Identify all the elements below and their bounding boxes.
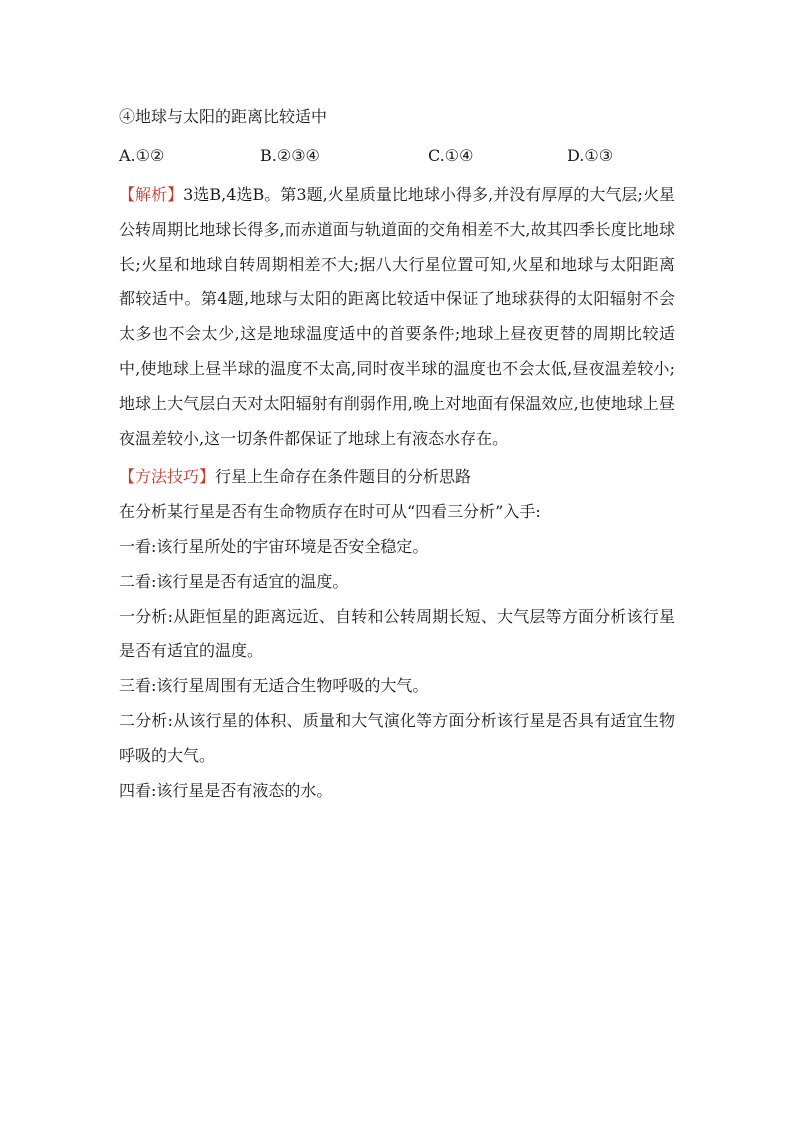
method-heading: [119, 460, 675, 495]
choice-c: C.①④: [428, 146, 474, 165]
method-intro: 在分析某行星是否有生命物质存在时可从“四看三分析”入手:: [119, 502, 541, 522]
method-step-3: 一分析:从距恒星的距离远近、自转和公转周期长短、大气层等方面分析该行星是否有适宜的温度。: [119, 606, 675, 661]
method-title: 行星上生命存在条件题目的分析思路: [215, 467, 472, 487]
question-option-4: ④地球与太阳的距离比较适中: [119, 107, 328, 126]
analysis-body: 3选B,4选B。第3题,火星质量比地球小得多,并没有厚厚的大气层;火星公转周期比地球长得多,而赤道面与轨道面的交角相差不大,故其四季长度比地球长;火星和地球自转周期相差不大;据八大行星位置可知,火星和地球与太阳距离都较适中。第4题,地球与太阳的距离比较适中保证了地球获得的太阳辐射不会太多也不会太少,这是地球温度适中的首要条件;地球上昼夜更替的周期比较适中,使地球上昼半球的温度不太高,同时夜半球的温度也不会太低,昼夜温差较小;地球上大气层白天对太阳辐射有削弱作用,晚上对地面有保温效应,也使地球上昼夜温差较小,这一切条件都保证了地球上有液态水存在。: [119, 185, 675, 448]
analysis-paragraph: [119, 178, 675, 456]
document-page: [119, 100, 675, 808]
method-tag: 【方法技巧】: [119, 467, 216, 487]
choice-b: B.②③④: [260, 146, 320, 165]
choice-d: D.①③: [567, 146, 614, 165]
method-section: [119, 460, 675, 808]
method-step-5: 二分析:从该行星的体积、质量和大气演化等方面分析该行星是否具有适宜生物呼吸的大气。: [119, 710, 675, 765]
method-step-1: 一看:该行星所处的宇宙环境是否安全稳定。: [119, 536, 429, 556]
choice-a: A.①②: [119, 146, 165, 165]
method-step-4: 三看:该行星周围有无适合生物呼吸的大气。: [119, 676, 429, 696]
method-step-2: 二看:该行星是否有适宜的温度。: [119, 571, 349, 591]
method-step-6: 四看:该行星是否有液态的水。: [119, 780, 333, 800]
answer-choices: [119, 139, 675, 173]
analysis-tag: 【解析】: [119, 185, 184, 204]
